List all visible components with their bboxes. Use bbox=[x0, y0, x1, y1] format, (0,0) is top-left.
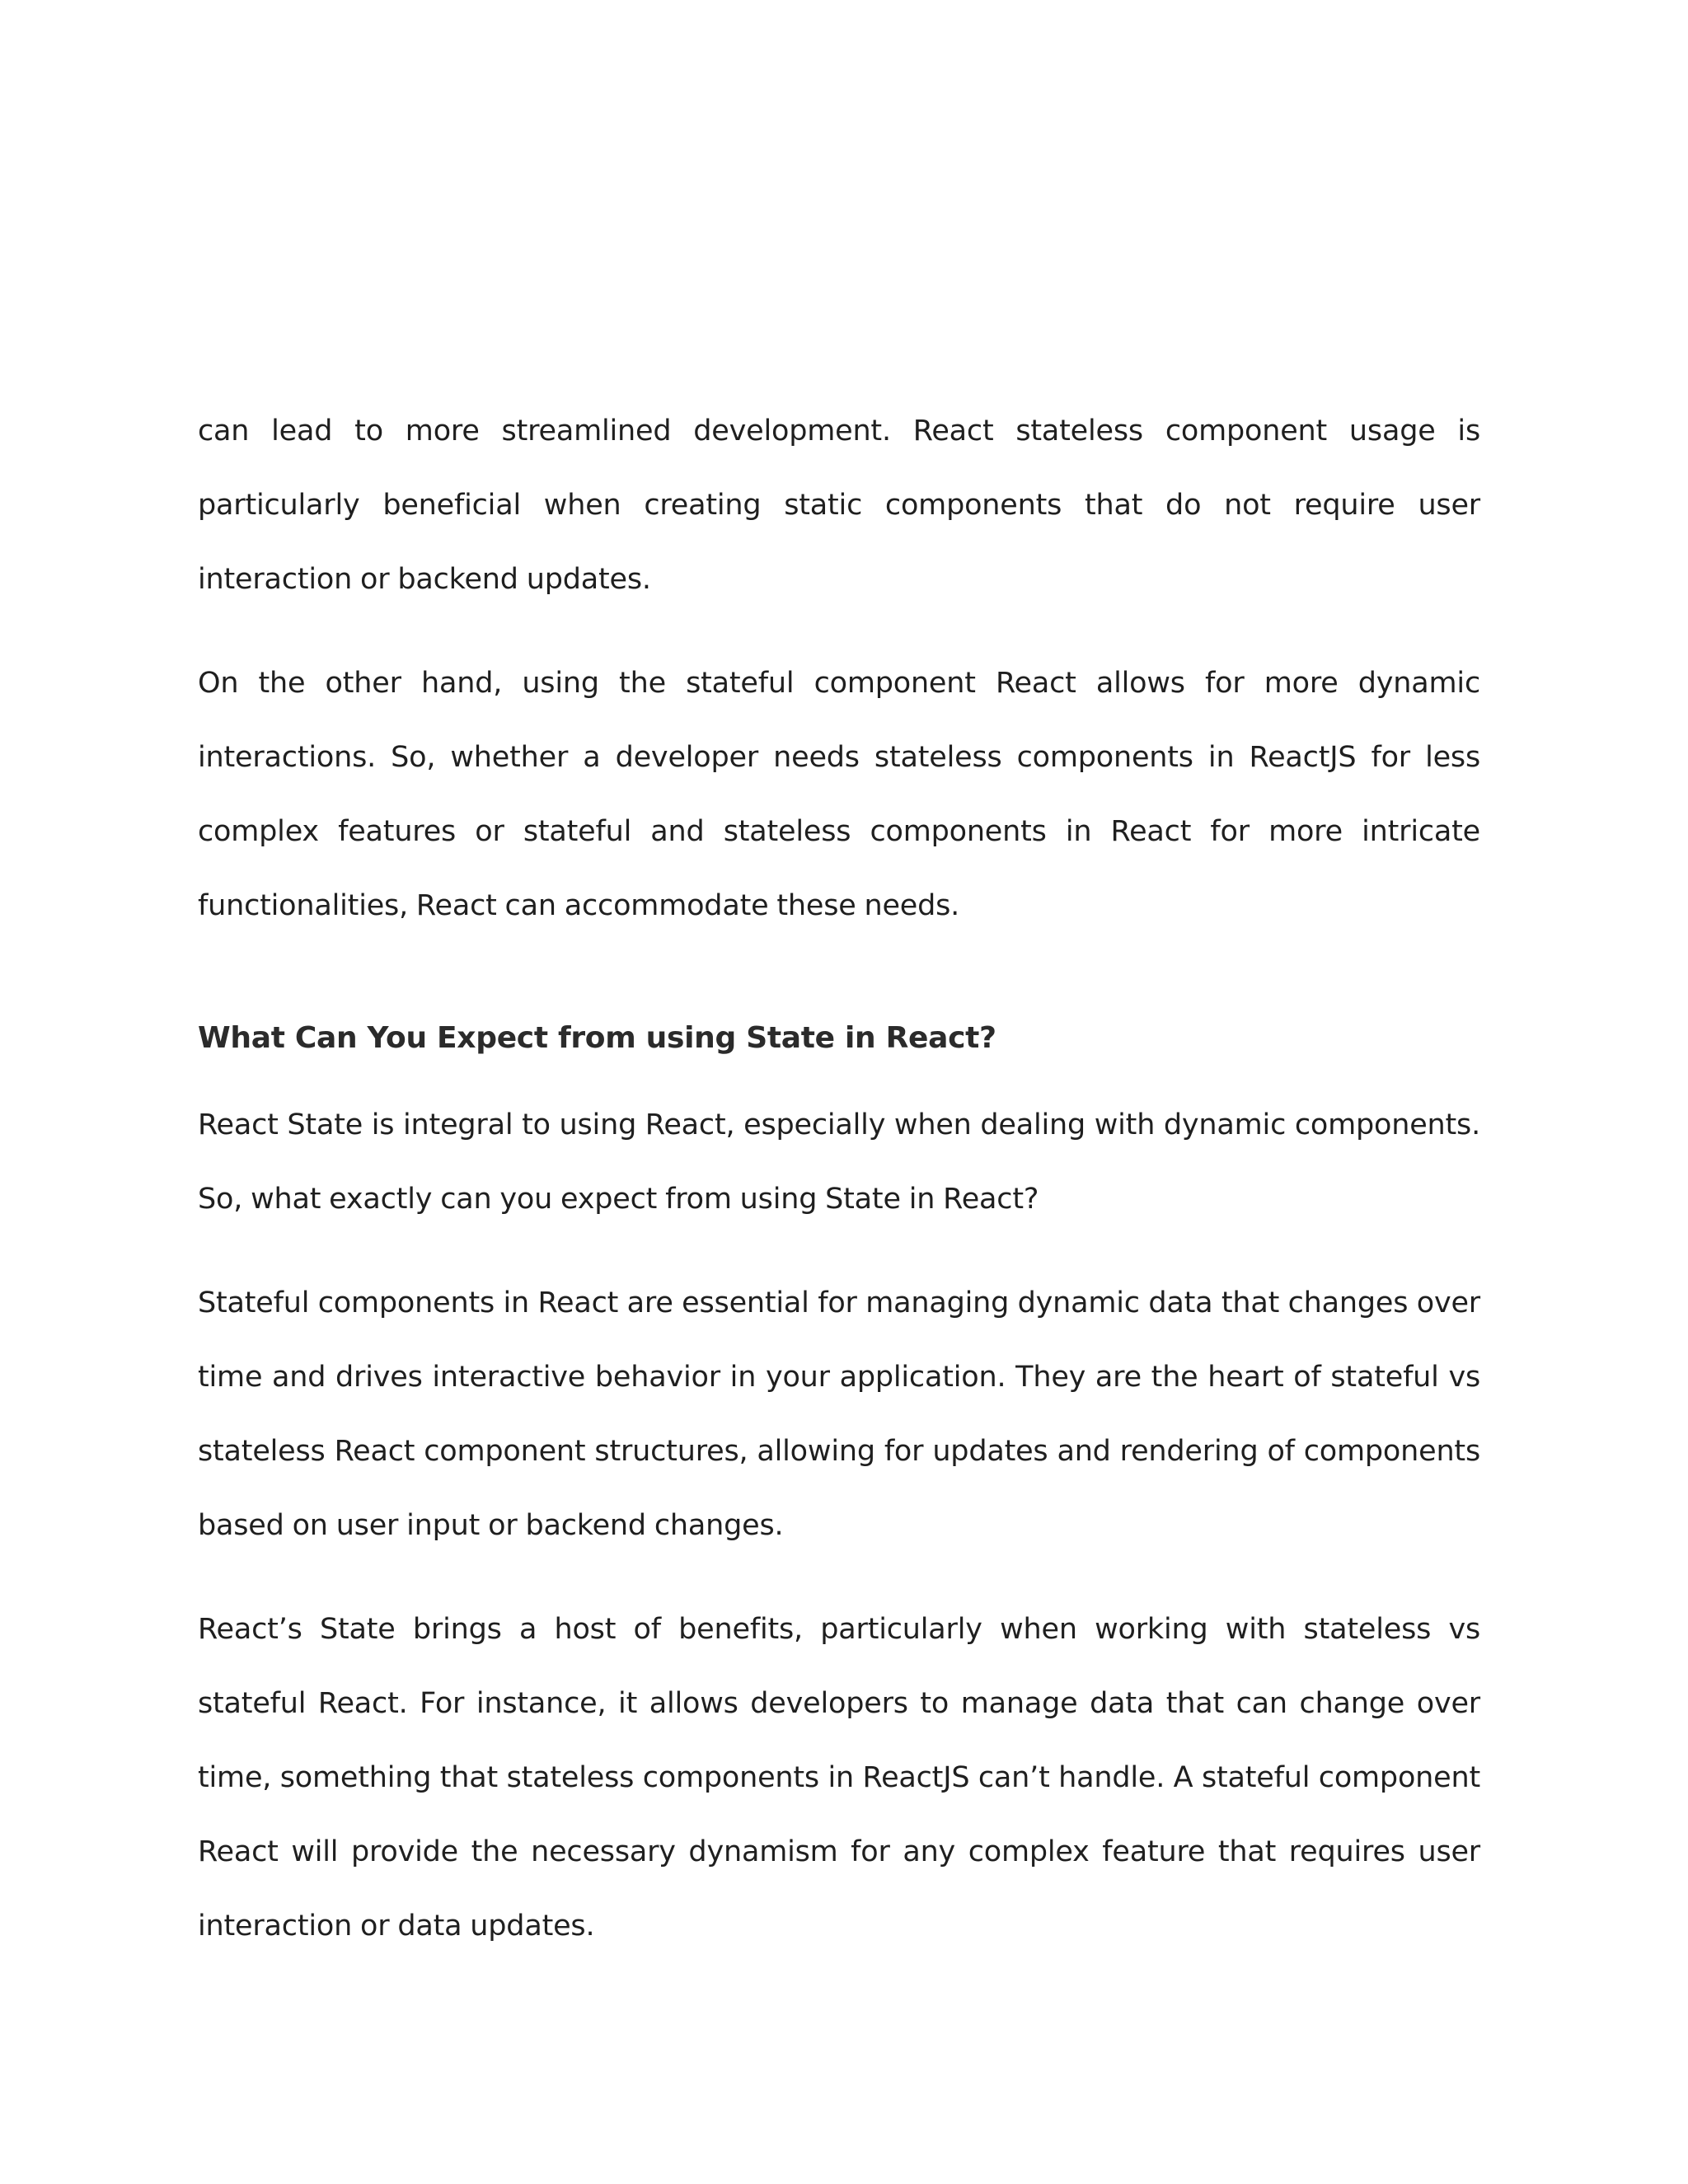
paragraph: On the other hand, using the stateful component React allows for more dynamic interactions. So, whether a developer needs stateless components in ReactJS for less complex features or stateful and stateless components in React for more intricate functionalities, React can accommodate these needs. bbox=[198, 667, 1480, 922]
section-heading: What Can You Expect from using State in React? bbox=[198, 1021, 996, 1055]
paragraph: Stateful components in React are essential for managing dynamic data that changes over time and drives interactive behavior in your application. They are the heart of stateful vs stateless React component structures, allowing for updates and rendering of components based on user input or backend changes. bbox=[198, 1286, 1480, 1542]
paragraph: React State is integral to using React, especially when dealing with dynamic components. So, what exactly can you expect from using State in React? bbox=[198, 1108, 1480, 1216]
section-heading-container bbox=[198, 1014, 1480, 1063]
document-body bbox=[198, 394, 1480, 1963]
paragraph: React’s State brings a host of benefits, particularly when working with stateless vs stateful React. For instance, it allows developers to manage data that can change over time, something that stateless components in ReactJS can’t handle. A stateful component React will provide the necessary dynamism for any complex feature that requires user interaction or data updates. bbox=[198, 1613, 1480, 1943]
paragraph: can lead to more streamlined development. React stateless component usage is particularly beneficial when creating static components that do not require user interaction or backend updates. bbox=[198, 415, 1480, 596]
